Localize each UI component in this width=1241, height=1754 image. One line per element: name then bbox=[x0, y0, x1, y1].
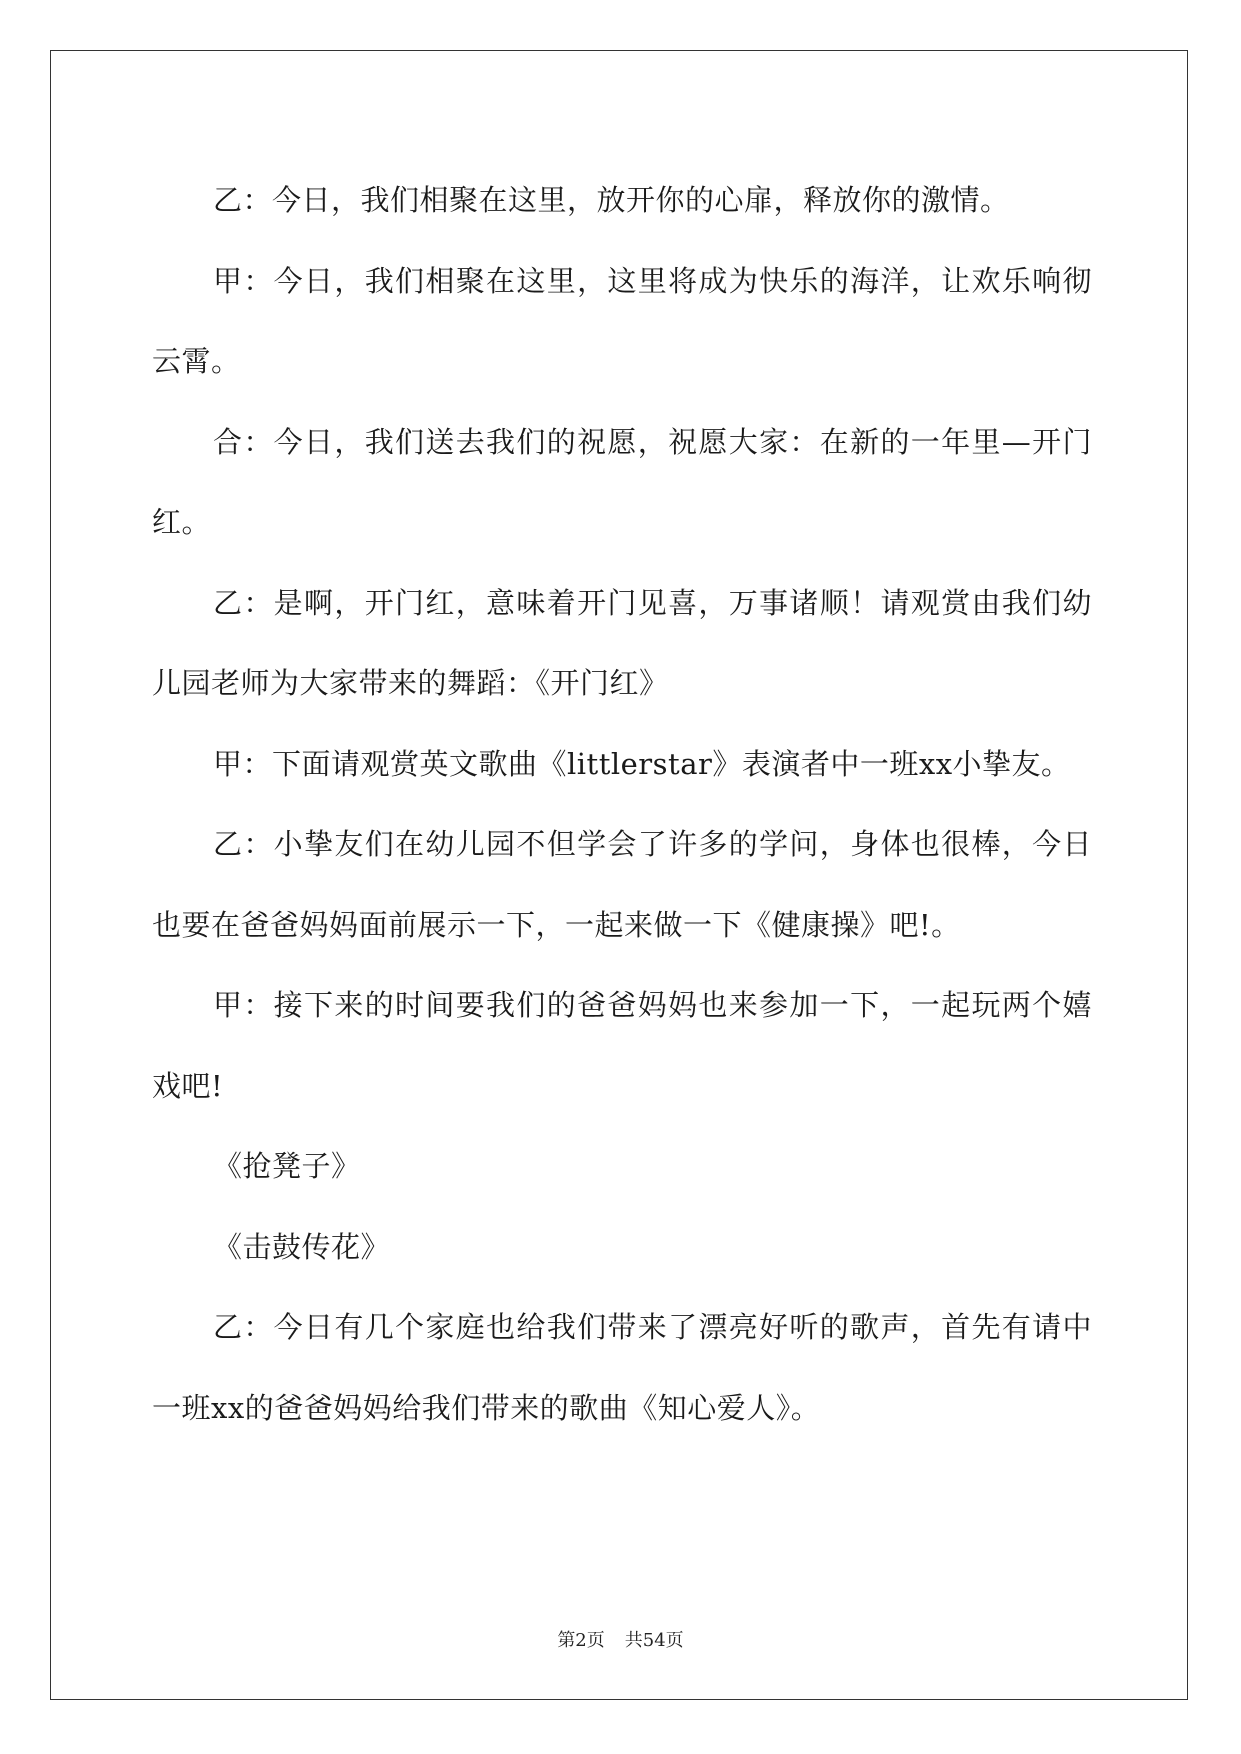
paragraph: 乙：今日，我们相聚在这里，放开你的心扉，释放你的激情。 bbox=[213, 183, 1010, 217]
paragraph: 合：今日，我们送去我们的祝愿，祝愿大家：在新的一年里—开门红。 bbox=[152, 424, 1092, 539]
paragraph: 乙：今日有几个家庭也给我们带来了漂亮好听的歌声，首先有请中一班xx的爸爸妈妈给我们带来的歌曲《知心爱人》。 bbox=[152, 1310, 1092, 1425]
page-total: 共54页 bbox=[624, 1630, 684, 1651]
paragraph: 乙：是啊，开门红，意味着开门见喜，万事诸顺！请观赏由我们幼儿园老师为大家带来的舞蹈：《开门红》 bbox=[152, 585, 1092, 700]
paragraph: 乙：小挚友们在幼儿园不但学会了许多的学问，身体也很棒，今日也要在爸爸妈妈面前展示一下，一起来做一下《健康操》吧!。 bbox=[152, 827, 1092, 942]
paragraph: 甲：接下来的时间要我们的爸爸妈妈也来参加一下，一起玩两个嬉戏吧! bbox=[152, 988, 1092, 1103]
paragraph: 《击鼓传花》 bbox=[213, 1229, 391, 1264]
paragraph: 《抢凳子》 bbox=[213, 1149, 361, 1183]
document-body bbox=[152, 160, 1092, 1448]
page-number: 第2页 bbox=[557, 1630, 605, 1651]
paragraph: 甲：下面请观赏英文歌曲《littlerstar》表演者中一班xx小挚友。 bbox=[213, 746, 1071, 781]
paragraph: 甲：今日，我们相聚在这里，这里将成为快乐的海洋，让欢乐响彻云霄。 bbox=[152, 263, 1092, 378]
page-footer bbox=[0, 1626, 1241, 1652]
